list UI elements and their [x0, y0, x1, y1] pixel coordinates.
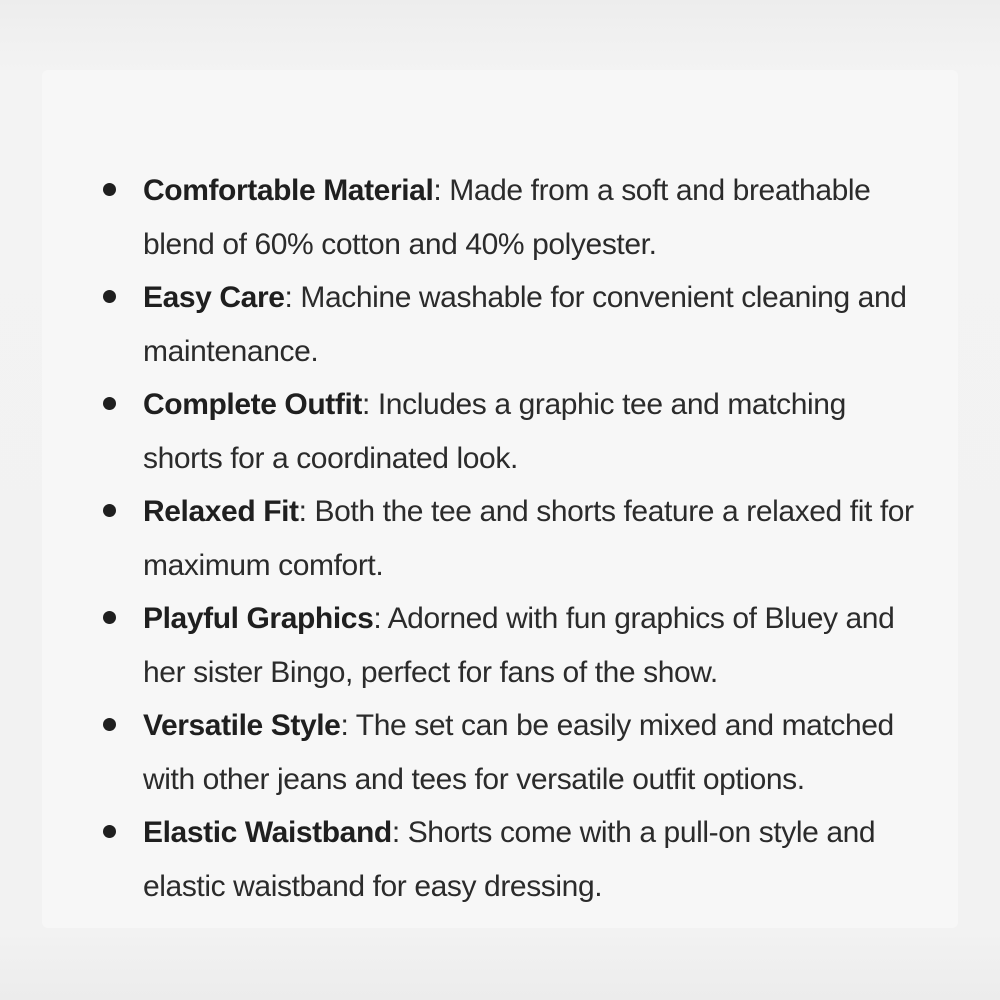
bullet-icon	[103, 611, 116, 624]
feature-item-easy-care	[42, 271, 958, 378]
feature-separator: :	[340, 709, 349, 742]
feature-item-comfortable-material	[42, 164, 958, 271]
feature-separator: :	[391, 816, 400, 849]
feature-text: Made from a soft and breathable blend of 60% cotton and 40% polyester.	[143, 174, 871, 261]
bullet-icon	[103, 825, 116, 838]
feature-separator: :	[373, 602, 382, 635]
feature-separator: :	[284, 281, 293, 314]
feature-separator: :	[298, 495, 307, 528]
feature-text: Includes a graphic tee and matching shorts for a coordinated look.	[143, 388, 846, 475]
bullet-icon	[103, 290, 116, 303]
feature-text: Adorned with fun graphics of Bluey and her sister Bingo, perfect for fans of the show.	[143, 602, 895, 689]
feature-text: Both the tee and shorts feature a relaxed fit for maximum comfort.	[143, 495, 914, 582]
feature-item-playful-graphics	[42, 592, 958, 699]
feature-text: Machine washable for convenient cleaning and maintenance.	[143, 281, 907, 368]
bullet-icon	[103, 718, 116, 731]
feature-title: Playful Graphics	[143, 602, 374, 635]
product-features-card	[42, 70, 958, 928]
feature-item-elastic-waistband	[42, 806, 958, 913]
bullet-icon	[103, 183, 116, 196]
feature-title: Complete Outfit	[143, 388, 362, 421]
feature-title: Versatile Style	[143, 709, 341, 742]
feature-separator: :	[433, 174, 442, 207]
feature-separator: :	[362, 388, 370, 421]
feature-title: Comfortable Material	[143, 174, 434, 207]
feature-title: Elastic Waistband	[143, 816, 392, 849]
feature-title: Relaxed Fit	[143, 495, 299, 528]
feature-item-versatile-style	[42, 699, 958, 806]
feature-item-complete-outfit	[42, 378, 958, 485]
bullet-icon	[103, 397, 116, 410]
feature-list	[42, 164, 958, 913]
feature-text: Shorts come with a pull-on style and elastic waistband for easy dressing.	[143, 816, 876, 903]
feature-text: The set can be easily mixed and matched with other jeans and tees for versatile outfit options.	[143, 709, 894, 796]
bullet-icon	[103, 504, 116, 517]
feature-item-relaxed-fit	[42, 485, 958, 592]
feature-title: Easy Care	[143, 281, 285, 314]
